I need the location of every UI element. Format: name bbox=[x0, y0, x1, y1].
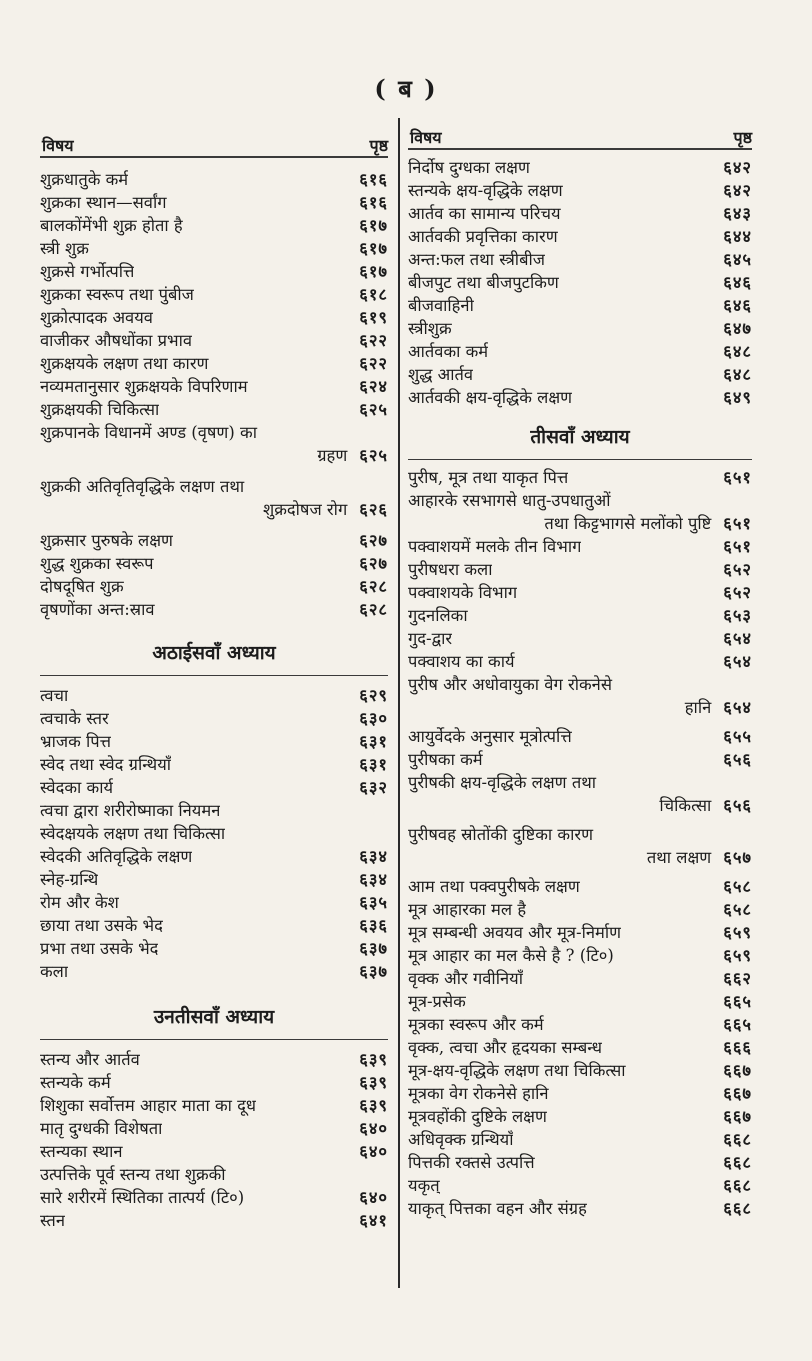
entry-subject: अधिवृक्क ग्रन्थियाँ bbox=[408, 1130, 514, 1149]
entry-subject: पक्वाशयमें मलके तीन विभाग bbox=[408, 537, 582, 556]
toc-entry bbox=[408, 967, 752, 990]
entry-subject: मूत्र आहारका मल है bbox=[408, 900, 527, 919]
toc-entry bbox=[408, 225, 752, 248]
entry-page: ६२२ bbox=[359, 354, 388, 373]
toc-list bbox=[408, 466, 752, 489]
toc-entry: पुरीषकी क्षय-वृद्धिके लक्षण तथा चिकित्सा ६५६ bbox=[408, 773, 752, 815]
entry-subject: वृक्क, त्वचा और हृदयका सम्बन्ध bbox=[408, 1038, 602, 1057]
entry-page: ६३० bbox=[359, 709, 388, 728]
toc-entry bbox=[40, 914, 388, 937]
toc-entry bbox=[408, 627, 752, 650]
toc-list bbox=[40, 168, 388, 421]
subject-header: विषय bbox=[410, 128, 442, 147]
entry-page: ६५८ bbox=[723, 900, 752, 919]
entry-page: ६५१ bbox=[723, 468, 752, 487]
entry-subject: त्वचाके स्तर bbox=[40, 709, 109, 728]
entry-page: ६३९ bbox=[359, 1096, 388, 1115]
entry-page: ६१६ bbox=[359, 193, 388, 212]
entry-subject: पक्वाशयके विभाग bbox=[408, 583, 518, 602]
entry-page: ६१७ bbox=[359, 239, 388, 258]
entry-page: ६५९ bbox=[723, 923, 752, 942]
right-column bbox=[408, 120, 752, 1220]
entry-page: ६४६ bbox=[723, 296, 752, 315]
toc-entry bbox=[40, 237, 388, 260]
page-header: पृष्ठ bbox=[369, 136, 388, 155]
toc-list bbox=[408, 535, 752, 673]
toc-list bbox=[408, 875, 752, 1220]
toc-entry bbox=[40, 937, 388, 960]
entry-page: ६६५ bbox=[723, 992, 752, 1011]
toc-entry bbox=[40, 306, 388, 329]
toc-entry bbox=[408, 1013, 752, 1036]
entry-page: ६१७ bbox=[359, 216, 388, 235]
entry-page: ६६८ bbox=[723, 1199, 752, 1218]
toc-entry bbox=[408, 1059, 752, 1082]
toc-entry bbox=[408, 466, 752, 489]
entry-subject: त्वचा द्वारा शरीरोष्माका नियमन bbox=[40, 801, 221, 820]
toc-entry bbox=[408, 650, 752, 673]
entry-subject: आर्तवकी प्रवृत्तिका कारण bbox=[408, 227, 558, 246]
entry-subject: नव्यमतानुसार शुक्रक्षयके विपरिणाम bbox=[40, 377, 248, 396]
entry-subject: स्वेदकी अतिवृद्धिके लक्षण bbox=[40, 847, 193, 866]
toc-entry bbox=[408, 179, 752, 202]
toc-entry bbox=[408, 1197, 752, 1220]
toc-entry bbox=[40, 598, 388, 621]
column-divider bbox=[398, 118, 400, 1288]
entry-page: ६२७ bbox=[359, 531, 388, 550]
entry-page: ६४१ bbox=[359, 1211, 388, 1230]
entry-subject: दोषदूषित शुक्र bbox=[40, 577, 124, 596]
entry-subject: भ्राजक पित्त bbox=[40, 732, 112, 751]
entry-subject: वृक्क और गवीनियाँ bbox=[408, 969, 523, 988]
toc-entry bbox=[408, 1151, 752, 1174]
entry-page: ६६६ bbox=[723, 1038, 752, 1057]
entry-subject: शुक्रक्षयकी चिकित्सा bbox=[40, 400, 160, 419]
toc-entry bbox=[408, 581, 752, 604]
toc-entry bbox=[40, 1140, 388, 1163]
entry-page: ६१६ bbox=[359, 170, 388, 189]
toc-entry bbox=[408, 875, 752, 898]
entry-subject: याकृत् पित्तका वहन और संग्रह bbox=[408, 1199, 587, 1218]
chapter-heading: अठाईसवाँ अध्याय bbox=[152, 642, 276, 664]
chapter-heading: तीसवाँ अध्याय bbox=[530, 426, 630, 448]
toc-entry bbox=[40, 1186, 388, 1209]
entry-page: ६३४ bbox=[359, 847, 388, 866]
entry-page: ६२८ bbox=[359, 577, 388, 596]
toc-entry bbox=[408, 748, 752, 771]
toc-entry bbox=[40, 191, 388, 214]
toc-entry bbox=[40, 352, 388, 375]
toc-entry bbox=[40, 891, 388, 914]
toc-entry: शुक्रकी अतिवृतिवृद्धिके लक्षण तथा शुक्रदोषज रोग ६२६ bbox=[40, 477, 388, 519]
toc-entry bbox=[408, 363, 752, 386]
entry-subject: स्त्री शुक्र bbox=[40, 239, 89, 258]
entry-page: ६४० bbox=[359, 1119, 388, 1138]
entry-subject: बीजपुट तथा बीजपुटकिण bbox=[408, 273, 559, 292]
entry-subject: उत्पत्तिके पूर्व स्तन्य तथा शुक्रकी bbox=[40, 1165, 226, 1184]
entry-subject: सारे शरीरमें स्थितिका तात्पर्य (टि०) bbox=[40, 1188, 245, 1207]
right-column-header bbox=[408, 120, 752, 148]
entry-page: ६४७ bbox=[723, 319, 752, 338]
entry-page: ६५९ bbox=[723, 946, 752, 965]
entry-page: ६४६ bbox=[723, 273, 752, 292]
toc-entry bbox=[408, 1036, 752, 1059]
entry-subject: स्वेदका कार्य bbox=[40, 778, 114, 797]
toc-entry bbox=[408, 725, 752, 748]
entry-subject: निर्दोष दुग्धका लक्षण bbox=[408, 158, 530, 177]
entry-subject: मूत्र सम्बन्धी अवयव और मूत्र-निर्माण bbox=[408, 923, 622, 942]
entry-subject: स्वेद तथा स्वेद ग्रन्थियाँ bbox=[40, 755, 172, 774]
entry-subject: अन्त:फल तथा स्त्रीबीज bbox=[408, 250, 546, 269]
toc-entry bbox=[408, 317, 752, 340]
toc-entry bbox=[408, 248, 752, 271]
entry-subject: पित्तकी रक्तसे उत्पत्ति bbox=[408, 1153, 535, 1172]
entry-page: ६४४ bbox=[723, 227, 752, 246]
toc-entry bbox=[408, 898, 752, 921]
toc-entry bbox=[408, 294, 752, 317]
entry-subject: वाजीकर औषधोंका प्रभाव bbox=[40, 331, 193, 350]
entry-page: ६३९ bbox=[359, 1050, 388, 1069]
entry-subject: गुदनलिका bbox=[408, 606, 468, 625]
entry-subject: मूत्रका वेग रोकनेसे हानि bbox=[408, 1084, 549, 1103]
toc-list bbox=[40, 529, 388, 621]
entry-subject: यकृत् bbox=[408, 1176, 440, 1195]
entry-page: ६३७ bbox=[359, 962, 388, 981]
entry-page: ६४२ bbox=[723, 158, 752, 177]
entry-page: ६३१ bbox=[359, 755, 388, 774]
entry-subject: पक्वाशय का कार्य bbox=[408, 652, 515, 671]
entry-subject: आर्तव का सामान्य परिचय bbox=[408, 204, 561, 223]
toc-entry bbox=[40, 260, 388, 283]
toc-entry bbox=[408, 1128, 752, 1151]
toc-entry bbox=[40, 822, 388, 845]
toc-entry bbox=[40, 776, 388, 799]
entry-page: ६२८ bbox=[359, 600, 388, 619]
toc-list bbox=[40, 1048, 388, 1232]
entry-subject: मूत्र आहार का मल कैसे है ? (टि०) bbox=[408, 946, 614, 965]
entry-subject: आम तथा पक्वपुरीषके लक्षण bbox=[408, 877, 580, 896]
entry-subject: छाया तथा उसके भेद bbox=[40, 916, 163, 935]
toc-entry bbox=[40, 868, 388, 891]
subject-header: विषय bbox=[42, 136, 74, 155]
entry-subject: शिशुका सर्वोत्तम आहार माता का दूध bbox=[40, 1096, 257, 1115]
entry-subject: स्तन्यके कर्म bbox=[40, 1073, 111, 1092]
toc-entry bbox=[408, 386, 752, 409]
entry-subject: कला bbox=[40, 962, 69, 981]
entry-subject: शुक्रका स्थान—सर्वांग bbox=[40, 193, 167, 212]
toc-entry bbox=[40, 552, 388, 575]
toc-entry bbox=[408, 990, 752, 1013]
entry-subject: मूत्रवहोंकी दुष्टिके लक्षण bbox=[408, 1107, 547, 1126]
toc-entry bbox=[408, 156, 752, 179]
entry-subject: प्रभा तथा उसके भेद bbox=[40, 939, 159, 958]
entry-page: ६६७ bbox=[723, 1084, 752, 1103]
entry-subject: स्त्रीशुक्र bbox=[408, 319, 452, 338]
entry-subject: त्वचा bbox=[40, 686, 69, 705]
entry-page: ६५५ bbox=[723, 727, 752, 746]
entry-page: ६५२ bbox=[723, 583, 752, 602]
entry-page: ६१८ bbox=[359, 285, 388, 304]
entry-page: ६१७ bbox=[359, 262, 388, 281]
entry-page: ६५८ bbox=[723, 877, 752, 896]
entry-subject: स्तन्यके क्षय-वृद्धिके लक्षण bbox=[408, 181, 563, 200]
entry-page: ६३५ bbox=[359, 893, 388, 912]
toc-list bbox=[408, 156, 752, 409]
toc-entry bbox=[40, 1094, 388, 1117]
entry-subject: बीजवाहिनी bbox=[408, 296, 474, 315]
entry-page: ६५४ bbox=[723, 652, 752, 671]
page-number: ( ब ) bbox=[374, 74, 438, 103]
toc-entry bbox=[40, 799, 388, 822]
entry-page: ६६८ bbox=[723, 1153, 752, 1172]
entry-subject: मातृ दुग्धकी विशेषता bbox=[40, 1119, 163, 1138]
toc-entry: पुरीषवह स्रोतोंकी दुष्टिका कारण तथा लक्षण ६५७ bbox=[408, 825, 752, 867]
entry-subject: गुद-द्वार bbox=[408, 629, 453, 648]
entry-page: ६३४ bbox=[359, 870, 388, 889]
toc-entry bbox=[40, 398, 388, 421]
entry-page: ६१९ bbox=[359, 308, 388, 327]
toc-entry bbox=[408, 558, 752, 581]
entry-subject: आयुर्वेदके अनुसार मूत्रोत्पत्ति bbox=[408, 727, 572, 746]
chapter-heading: उनतीसवाँ अध्याय bbox=[153, 1006, 275, 1028]
entry-page: ६६५ bbox=[723, 1015, 752, 1034]
entry-subject: शुक्रसार पुरुषके लक्षण bbox=[40, 531, 173, 550]
entry-subject: शुक्रका स्वरूप तथा पुंबीज bbox=[40, 285, 194, 304]
toc-entry bbox=[40, 168, 388, 191]
entry-subject: आर्तवका कर्म bbox=[408, 342, 489, 361]
left-column-header bbox=[40, 120, 388, 156]
entry-page: ६२४ bbox=[359, 377, 388, 396]
entry-page: ६५१ bbox=[723, 537, 752, 556]
toc-entry bbox=[408, 921, 752, 944]
page-header: पृष्ठ bbox=[733, 128, 752, 147]
toc-entry bbox=[40, 707, 388, 730]
toc-entry bbox=[40, 1163, 388, 1186]
entry-page: ६४९ bbox=[723, 388, 752, 407]
entry-page: ६२९ bbox=[359, 686, 388, 705]
entry-page: ६५६ bbox=[723, 750, 752, 769]
entry-page: ६२५ bbox=[359, 400, 388, 419]
entry-page: ६३१ bbox=[359, 732, 388, 751]
toc-entry bbox=[40, 575, 388, 598]
entry-page: ६२७ bbox=[359, 554, 388, 573]
entry-page: ६३२ bbox=[359, 778, 388, 797]
left-column bbox=[40, 120, 388, 1232]
entry-page: ६३६ bbox=[359, 916, 388, 935]
entry-subject: स्तन bbox=[40, 1211, 65, 1230]
toc-entry bbox=[408, 271, 752, 294]
entry-subject: पुरीषधरा कला bbox=[408, 560, 493, 579]
entry-subject: स्नेह-ग्रन्थि bbox=[40, 870, 99, 889]
toc-entry bbox=[40, 684, 388, 707]
toc-entry: पुरीष और अधोवायुका वेग रोकनेसे हानि ६५४ bbox=[408, 675, 752, 717]
toc-entry bbox=[408, 1105, 752, 1128]
entry-page: ६३९ bbox=[359, 1073, 388, 1092]
entry-subject: स्तन्य और आर्तव bbox=[40, 1050, 140, 1069]
entry-page: ६६२ bbox=[723, 969, 752, 988]
toc-entry bbox=[40, 329, 388, 352]
toc-entry bbox=[40, 1209, 388, 1232]
entry-subject: शुक्रोत्पादक अवयव bbox=[40, 308, 153, 327]
toc-entry bbox=[408, 944, 752, 967]
toc-entry bbox=[408, 202, 752, 225]
toc-entry bbox=[40, 375, 388, 398]
entry-page: ६५२ bbox=[723, 560, 752, 579]
toc-entry bbox=[408, 535, 752, 558]
entry-subject: शुक्रक्षयके लक्षण तथा कारण bbox=[40, 354, 209, 373]
entry-subject: रोम और केश bbox=[40, 893, 119, 912]
entry-subject: शुद्ध शुक्रका स्वरूप bbox=[40, 554, 154, 573]
entry-page: ६४० bbox=[359, 1188, 388, 1207]
toc-entry bbox=[408, 340, 752, 363]
entry-page: ६६८ bbox=[723, 1130, 752, 1149]
entry-subject: पुरीषका कर्म bbox=[408, 750, 483, 769]
toc-entry bbox=[40, 753, 388, 776]
entry-page: ६२२ bbox=[359, 331, 388, 350]
toc-entry bbox=[40, 1117, 388, 1140]
toc-entry bbox=[40, 960, 388, 983]
entry-subject: बालकोंमेंभी शुक्र होता है bbox=[40, 216, 183, 235]
toc-entry bbox=[40, 1048, 388, 1071]
toc-entry bbox=[40, 214, 388, 237]
entry-subject: स्तन्यका स्थान bbox=[40, 1142, 123, 1161]
entry-subject: शुक्रसे गर्भोत्पत्ति bbox=[40, 262, 135, 281]
toc-entry bbox=[40, 529, 388, 552]
entry-subject: स्वेदक्षयके लक्षण तथा चिकित्सा bbox=[40, 824, 226, 843]
entry-page: ६५३ bbox=[723, 606, 752, 625]
entry-subject: शुद्ध आर्तव bbox=[408, 365, 474, 384]
entry-page: ६३७ bbox=[359, 939, 388, 958]
entry-page: ६६७ bbox=[723, 1061, 752, 1080]
toc-list bbox=[408, 725, 752, 771]
entry-subject: मूत्र-प्रसेक bbox=[408, 992, 466, 1011]
entry-subject: आर्तवकी क्षय-वृद्धिके लक्षण bbox=[408, 388, 573, 407]
toc-entry bbox=[40, 845, 388, 868]
toc-list bbox=[40, 684, 388, 983]
entry-page: ६४५ bbox=[723, 250, 752, 269]
entry-subject: वृषणोंका अन्त:स्राव bbox=[40, 600, 155, 619]
toc-entry bbox=[40, 283, 388, 306]
toc-entry: शुक्रपानके विधानमें अण्ड (वृषण) का ग्रहण ६२५ bbox=[40, 423, 388, 465]
entry-page: ६४२ bbox=[723, 181, 752, 200]
toc-entry bbox=[408, 604, 752, 627]
entry-subject: शुक्रधातुके कर्म bbox=[40, 170, 129, 189]
toc-entry bbox=[408, 1174, 752, 1197]
entry-subject: मूत्रका स्वरूप और कर्म bbox=[408, 1015, 544, 1034]
toc-entry bbox=[408, 1082, 752, 1105]
entry-page: ६६८ bbox=[723, 1176, 752, 1195]
entry-page: ६६७ bbox=[723, 1107, 752, 1126]
entry-page: ६५४ bbox=[723, 629, 752, 648]
entry-page: ६४८ bbox=[723, 342, 752, 361]
toc-entry: आहारके रसभागसे धातु-उपधातुओं तथा किट्टभागसे मलोंको पुष्टि ६५१ bbox=[408, 491, 752, 533]
entry-page: ६४० bbox=[359, 1142, 388, 1161]
entry-page: ६४८ bbox=[723, 365, 752, 384]
entry-subject: पुरीष, मूत्र तथा याकृत पित्त bbox=[408, 468, 569, 487]
entry-subject: मूत्र-क्षय-वृद्धिके लक्षण तथा चिकित्सा bbox=[408, 1061, 626, 1080]
entry-page: ६४३ bbox=[723, 204, 752, 223]
toc-entry bbox=[40, 730, 388, 753]
toc-entry bbox=[40, 1071, 388, 1094]
